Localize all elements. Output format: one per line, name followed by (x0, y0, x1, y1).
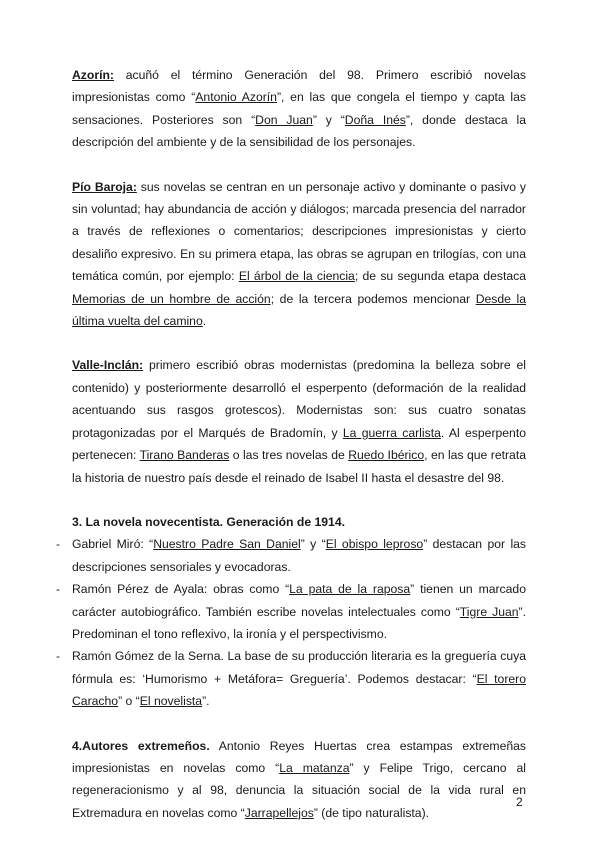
dash-bullet: - (56, 649, 61, 664)
paragraph-azorin: Azorín: acuñó el término Generación del 98. Primero escribió novelas impresionistas como “Antonio Azorín”, en las que congela el tiempo y capta las sensaciones. Posteriores son “Don Juan” y “Doña Inés”, donde destaca la descripción del ambiente y de la sensibilidad de los personajes. (72, 68, 527, 150)
work-title: El obispo leproso (325, 537, 424, 552)
work-title: El novelista (139, 694, 203, 709)
dash-bullet: - (56, 582, 61, 597)
work-title: Doña Inés (344, 112, 406, 127)
work-title: El árbol de la ciencia (238, 269, 355, 284)
list-item-gomez-de-la-serna: - Ramón Gómez de la Serna. La base de su producción literaria es la greguería cuya fórmula es: ‘Humorismo + Metáfora= Greguería’. Podemos destacar: “El torero Caracho” o “El novelista”. (72, 645, 526, 712)
paragraph-baroja: Pío Baroja: sus novelas se centran en un personaje activo y dominante o pasivo y sin voluntad; hay abundancia de acción y diálogos; marcada presencia del narrador a través de reflexiones o comentarios; descripciones impresionistas y cierto desaliño expresivo. En su primera etapa, las obras se agrupan en trilogías, con una temática común, por ejemplo: El árbol de la ciencia; de su segunda etapa destaca Memorias de un hombre de acción; de la tercera podemos mencionar Desde la última vuelta del camino. (72, 179, 526, 329)
spacer (72, 154, 526, 176)
paragraph-valle-inclan: Valle-Inclán: primero escribió obras modernistas (predomina la belleza sobre el contenido) y posteriormente desarrolló el esperpento (deformación de la realidad acentuando sus rasgos grotescos). Modernistas son: sus cuatro sonatas protagonizadas por el Marqués de Bradomín, y La guerra carlista. Al esperpento pertenecen: Tirano Banderas o las tres novelas de Ruedo Ibérico, en las que retrata la historia de nuestro país desde el reinado de Isabel II hasta el desastre del 98. (72, 358, 526, 485)
spacer (72, 713, 526, 735)
list-item-miro: - Gabriel Miró: “Nuestro Padre San Daniel” y “El obispo leproso” destacan por las descripciones sensoriales y evocadoras. (72, 533, 526, 578)
list-item-ayala: - Ramón Pérez de Ayala: obras como “La pata de la raposa” tienen un marcado carácter autobiográfico. También escribe novelas intelectuales como “Tigre Juan”. Predominan el tono reflexivo, la ironía y el perspectivismo. (72, 578, 526, 645)
work-title: Don Juan (255, 112, 313, 127)
document-body (56, 64, 527, 824)
work-title: Nuestro Padre San Daniel (153, 537, 301, 552)
section-heading-3: 3. La novela novecentista. Generación de 1914. (72, 514, 345, 529)
work-title: La pata de la raposa (289, 582, 411, 597)
section-heading-4: 4.Autores extremeños. (72, 738, 210, 753)
page-number: 2 (516, 795, 523, 809)
work-title: Jarrapellejos (244, 805, 314, 820)
work-title: Memorias de un hombre de acción (72, 291, 271, 306)
work-title: El torero Caracho (72, 671, 526, 709)
author-name: Valle-Inclán: (72, 358, 144, 373)
work-title: La matanza (279, 760, 350, 775)
paragraph-autores-extremenos: 4.Autores extremeños. Antonio Reyes Huertas crea estampas extremeñas impresionistas en novelas como “La matanza” y Felipe Trigo, cercano al regeneracionismo y al 98, denuncia la situación social de la vida rural en Extremadura en novelas como “Jarrapellejos” (de tipo naturalista). (72, 738, 526, 820)
work-title: Tirano Banderas (139, 448, 230, 463)
author-name: Azorín: (72, 68, 114, 82)
work-title: La guerra carlista (342, 425, 441, 440)
work-title: Tigre Juan (459, 604, 519, 619)
work-title: Desde la última vuelta del camino (72, 291, 526, 329)
dash-bullet: - (56, 537, 61, 552)
spacer (72, 489, 526, 511)
spacer (72, 332, 526, 354)
work-title: Ruedo Ibérico (348, 448, 425, 463)
author-list (56, 533, 527, 712)
work-title: Antonio Azorín (195, 90, 277, 105)
author-name: Pío Baroja: (72, 179, 137, 194)
